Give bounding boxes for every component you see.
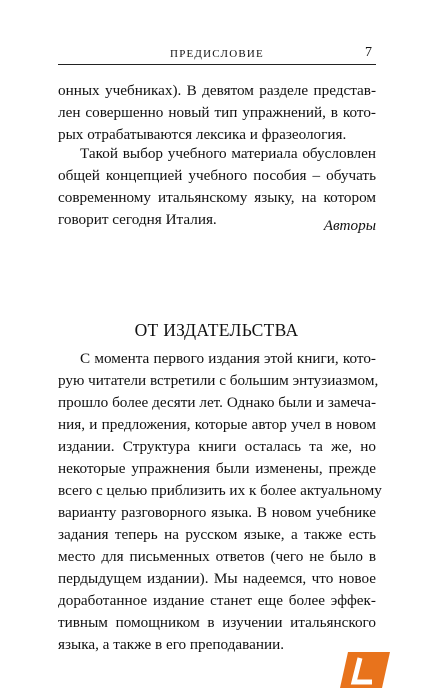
text-line: говорит сегодня Италия. bbox=[58, 211, 217, 228]
text-line: общей концепцией учебного пособия – обучать bbox=[58, 167, 376, 184]
text-line: современному итальянскому языку, на котором bbox=[58, 189, 376, 206]
text-line: варианту разговорного языка. В новом учебнике bbox=[58, 504, 376, 521]
text-line: лен совершенно новый тип упражнений, в кото- bbox=[58, 104, 376, 121]
running-header-title: ПРЕДИСЛОВИЕ bbox=[170, 48, 264, 60]
text-line: языка, а также в его преподавании. bbox=[58, 636, 285, 653]
authors-signature: Авторы bbox=[323, 217, 376, 234]
text-line: издании. Структура книги осталась та же, но bbox=[58, 438, 376, 455]
text-line: ния, и предложения, которые автор учел в новом bbox=[58, 416, 376, 433]
text-line: пердыдущем издании). Мы надеемся, что новое bbox=[58, 570, 376, 587]
section-heading: ОТ ИЗДАТЕЛЬСТВА bbox=[134, 320, 299, 340]
text-line: рых отрабатываются лексика и фразеология. bbox=[58, 126, 347, 143]
text-line: задания теперь на русском языке, а также есть bbox=[58, 526, 376, 543]
text-line: С момента первого издания этой книги, кото- bbox=[80, 350, 376, 367]
text-line: место для письменных ответов (чего не было в bbox=[58, 548, 376, 565]
labirint-l-logo-icon bbox=[340, 652, 390, 688]
text-line: рую читатели встретили с большим энтузиазмом, bbox=[58, 372, 379, 389]
text-line: всего с целью приблизить их к более актуальному bbox=[58, 482, 382, 499]
publisher-note-paragraph bbox=[58, 348, 382, 656]
text-line: некоторые упражнения были изменены, прежде bbox=[58, 460, 376, 477]
preface-continuation-paragraph bbox=[58, 80, 376, 146]
text-line: онных учебниках). В девятом разделе представ- bbox=[58, 82, 376, 99]
text-line: тивным помощником в изучении итальянского bbox=[58, 614, 376, 631]
running-header bbox=[58, 42, 376, 65]
text-line: доработанное издание станет еще более эффек- bbox=[58, 592, 376, 609]
text-line: прошло более десяти лет. Однако были и замеча- bbox=[58, 394, 376, 411]
page-number: 7 bbox=[365, 45, 372, 60]
text-line: Такой выбор учебного материала обусловлен bbox=[80, 145, 376, 162]
